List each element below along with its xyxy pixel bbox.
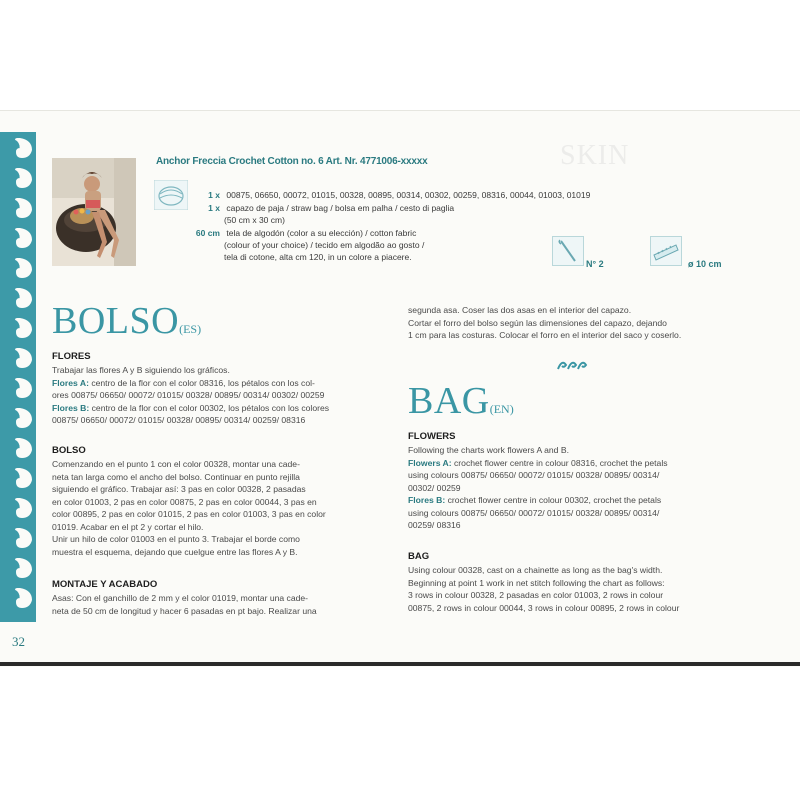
material-row-1 — [180, 190, 590, 201]
heading-bolso — [52, 302, 201, 348]
heading-text: BOLSO — [52, 300, 180, 342]
text-line: Flores B: centro de la flor con el color 00302, los pétalos con los colores — [52, 402, 330, 413]
bag-paragraph — [408, 564, 758, 614]
material-row-2-cont: (50 cm x 30 cm) — [224, 215, 285, 225]
material-row-3 — [180, 228, 416, 239]
text-line: 00875/ 06650/ 00072/ 01015/ 00328/ 00895/ 00314/ 00259/ 08316 — [52, 415, 306, 425]
flowers-paragraph — [408, 444, 758, 532]
text-line: muestra el esquema, dejando que cuelgue entre las flores A y B. — [52, 546, 298, 557]
material-qty: 60 cm — [195, 228, 220, 238]
bolso-paragraph — [52, 458, 392, 558]
material-qty: 1 x — [208, 203, 220, 213]
section-heading-flowers: FLOWERS — [408, 431, 456, 442]
gauge-tool-box — [650, 236, 682, 266]
text-line: Trabajar las flores A y B siguiendo los gráficos. — [52, 365, 230, 375]
text-line: color 00895, 2 pas en color 01015, 2 pas en color 01003, 3 pas en color — [52, 509, 326, 519]
text-line: Unir un hilo de color 01003 en el punto 3. Trabajar el borde como — [52, 534, 300, 544]
text-line: Following the charts work flowers A and B. — [408, 445, 569, 455]
material-text: 00875, 06650, 00072, 01015, 00328, 00895, 00314, 00302, 00259, 08316, 00044, 01003, 01019 — [226, 190, 591, 200]
material-text: capazo de paja / straw bag / bolsa em palha / cesto di paglia — [226, 203, 455, 213]
montaje-continued-paragraph — [408, 304, 758, 342]
text-line: Beginning at point 1 work in net stitch following the chart as follows: — [408, 577, 665, 588]
text-line: Flowers A: crochet flower centre in colour 08316, crochet the petals — [408, 457, 668, 468]
language-tag: (ES) — [179, 322, 202, 336]
text-line: en color 01003, 2 pas en color 00875, 2 pas en color 00044, 3 pas en — [52, 496, 317, 507]
section-heading-bag: BAG — [408, 551, 430, 562]
flores-paragraph — [52, 364, 392, 427]
section-heading-flores: FLORES — [52, 351, 91, 362]
text-line: ores 00875/ 06650/ 00072/ 01015/ 00328/ 00895/ 00314/ 00302/ 00259 — [52, 390, 325, 400]
section-heading-bolso: BOLSO — [52, 445, 86, 456]
text-line: Cortar el forro del bolso según las dimensiones del capazo, dejando — [408, 317, 667, 328]
text-line: 1 cm para las costuras. Colocar el forro en el interior del saco y coserlo. — [408, 330, 682, 340]
text-line: Flores B: crochet flower centre in colour 00302, crochet the petals — [408, 495, 662, 505]
text-line: Asas: Con el ganchillo de 2 mm y el color 01019, montar una cade- — [52, 593, 309, 603]
product-photo — [52, 158, 136, 266]
wave-border-decoration — [0, 132, 36, 622]
text-line: 01019. Acabar en el pt 2 y cortar el hilo. — [52, 521, 204, 532]
material-row-2 — [180, 203, 454, 214]
material-qty: 1 x — [208, 190, 220, 200]
text-line: neta tan larga como el ancho del bolso. Continuar en punto rejilla — [52, 471, 300, 482]
text-line: 3 rows in colour 00328, 2 pasadas en color 01003, 2 rows in colour — [408, 590, 664, 600]
text-line: 00259/ 08316 — [408, 520, 461, 530]
bottom-border — [0, 662, 800, 666]
section-heading-montaje: MONTAJE Y ACABADO — [52, 579, 158, 590]
page-number: 32 — [12, 634, 25, 649]
heading-text: BAG — [408, 380, 490, 422]
material-text: tela de algodón (color a su elección) / cotton fabric — [226, 228, 417, 238]
header-title: Anchor Freccia Crochet Cotton no. 6 Art. Nr. 4771006-xxxxx — [156, 156, 428, 167]
measuring-tape-icon — [651, 237, 681, 265]
text-line: Using colour 00328, cast on a chainette as long as the bag's width. — [408, 565, 663, 575]
text-line: siguiendo el gráfico. Trabajar así: 3 pas en color 00328, 2 pasadas — [52, 484, 306, 494]
text-line: Flores A: centro de la flor con el color 08316, los pétalos con los col- — [52, 377, 315, 388]
hook-size-label: N° 2 — [586, 259, 604, 269]
material-row-3-cont: (colour of your choice) / tecido em algodão ao gosto / — [224, 240, 425, 250]
gauge-size-label: ø 10 cm — [688, 259, 722, 269]
text-line: 00302/ 00259 — [408, 482, 461, 493]
montaje-paragraph — [52, 592, 392, 617]
ghost-heading: SKIN — [560, 140, 630, 171]
text-line: using colours 00875/ 06650/ 00072/ 01015/ 00328/ 00895/ 00314/ — [408, 470, 660, 480]
language-tag: (EN) — [489, 402, 514, 416]
crochet-hook-icon — [553, 237, 583, 265]
wave-divider-icon — [556, 359, 588, 371]
text-line: neta de 50 cm de longitud y hacer 6 pasadas en pt bajo. Realizar una — [52, 605, 317, 616]
text-line: 00875, 2 rows in colour 00044, 3 rows in colour 00895, 2 rows in colour — [408, 602, 680, 613]
text-line: using colours 00875/ 06650/ 00072/ 01015/ 00328/ 00895/ 00314/ — [408, 507, 660, 518]
text-line: Comenzando en el punto 1 con el color 00328, montar una cade- — [52, 459, 300, 469]
heading-bag — [408, 382, 514, 428]
text-line: segunda asa. Coser las dos asas en el interior del capazo. — [408, 305, 632, 315]
material-row-3-cont: tela di cotone, alta cm 120, in un colore a piacere. — [224, 252, 412, 262]
hook-tool-box — [552, 236, 584, 266]
